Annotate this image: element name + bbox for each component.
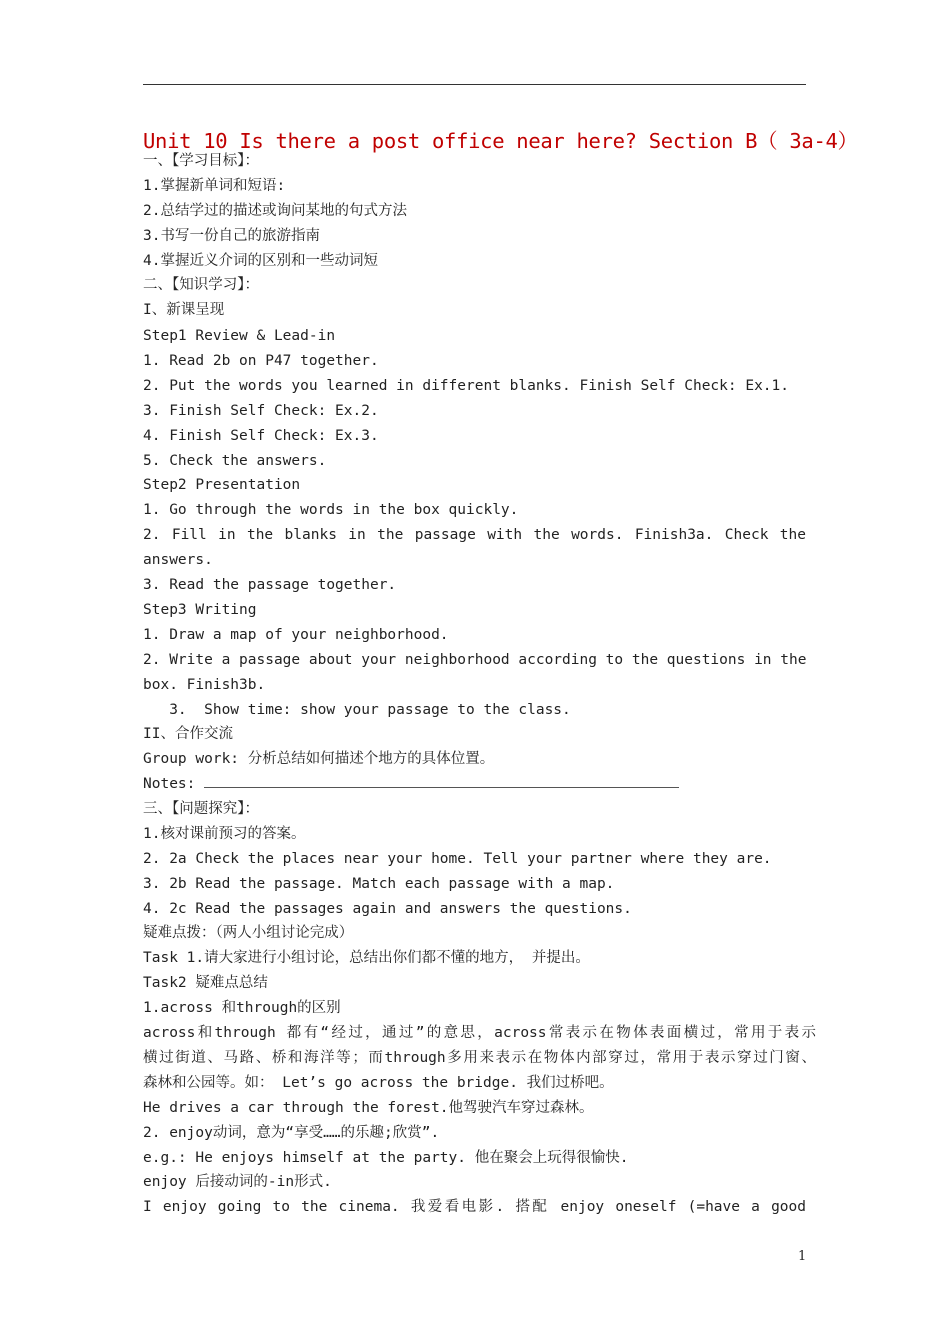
text-line: II、合作交流 <box>143 726 233 742</box>
notes-blank <box>204 775 679 788</box>
text-line: enjoy 后接动词的-in形式. <box>143 1174 332 1190</box>
text-line: 1. Read 2b on P47 together. <box>143 353 379 369</box>
page-number: 1 <box>798 1249 807 1264</box>
text-line: 3. Show time: show your passage to the class. <box>143 702 571 718</box>
text-line: 横过街道、马路、桥和海洋等；而through多用来表示在物体内部穿过，常用于表示穿过门窗、 <box>143 1050 816 1066</box>
section-heading-learning: 二、【知识学习】： <box>143 277 259 293</box>
text-line: I enjoy going to the cinema. 我爱看电影. 搭配 enjoy oneself (=have a good <box>143 1199 806 1215</box>
text-line: Task2 疑难点总结 <box>143 975 268 991</box>
text-line: 1.核对课前预习的答案。 <box>143 826 306 842</box>
text-line: 2. Fill in the blanks in the passage with the words. Finish3a. Check the <box>143 527 806 543</box>
text-line: He drives a car through the forest.他驾驶汽车穿过森林。 <box>143 1100 594 1116</box>
section-heading-goals: 一、【学习目标】： <box>143 153 259 169</box>
text-line: Step1 Review & Lead-in <box>143 328 336 344</box>
text-line: answers. <box>143 552 213 568</box>
text-line: 3. 2b Read the passage. Match each passage with a map. <box>143 876 615 892</box>
text-line: 2. 2a Check the places near your home. Tell your partner where they are. <box>143 851 772 867</box>
text-line: 3. Read the passage together. <box>143 577 397 593</box>
header-rule <box>143 84 806 85</box>
text-line: Group work: 分析总结如何描述个地方的具体位置。 <box>143 751 495 767</box>
text-line: box. Finish3b. <box>143 677 266 693</box>
text-line: 2. Put the words you learned in different blanks. Finish Self Check: Ex.1. <box>143 378 790 394</box>
text-line: e.g.: He enjoys himself at the party. 他在聚会上玩得很愉快. <box>143 1150 629 1166</box>
text-line: 2. Write a passage about your neighborhood according to the questions in the <box>143 652 807 668</box>
text-line: 4. Finish Self Check: Ex.3. <box>143 428 379 444</box>
text-line: 2.总结学过的描述或询问某地的句式方法 <box>143 203 407 219</box>
text-line: 1.across 和through的区别 <box>143 1000 341 1016</box>
text-line: Task 1.请大家进行小组讨论，总结出你们都不懂的地方， 并提出。 <box>143 950 590 966</box>
text-line: Step2 Presentation <box>143 477 301 493</box>
text-line: 3.书写一份自己的旅游指南 <box>143 228 320 244</box>
text-line: 1. Draw a map of your neighborhood. <box>143 627 449 643</box>
text-line: 森林和公园等。如： Let’s go across the bridge. 我们过桥吧。 <box>143 1075 614 1091</box>
text-line: 5. Check the answers. <box>143 453 327 469</box>
text-line: 1. Go through the words in the box quickly. <box>143 502 519 518</box>
text-line: Step3 Writing <box>143 602 257 618</box>
text-line: 4. 2c Read the passages again and answers the questions. <box>143 901 632 917</box>
text-line: across和through 都有“经过，通过”的意思，across常表示在物体表面横过，常用于表示 <box>143 1025 816 1041</box>
text-line: 4.掌握近义介词的区别和一些动词短 <box>143 253 378 269</box>
text-line: 2. enjoy动词，意为“享受……的乐趣;欣赏”. <box>143 1125 440 1141</box>
notes-label: Notes: <box>143 776 196 792</box>
text-line: 3. Finish Self Check: Ex.2. <box>143 403 379 419</box>
text-line: 1.掌握新单词和短语: <box>143 178 286 194</box>
section-heading-inquiry: 三、【问题探究】： <box>143 801 259 817</box>
page-title: Unit 10 Is there a post office near here? Section B（ 3a-4） <box>143 129 858 153</box>
text-line: 疑难点拨：（两人小组讨论完成） <box>143 925 354 941</box>
notes-line <box>143 775 679 793</box>
text-line: I、新课呈现 <box>143 302 225 318</box>
